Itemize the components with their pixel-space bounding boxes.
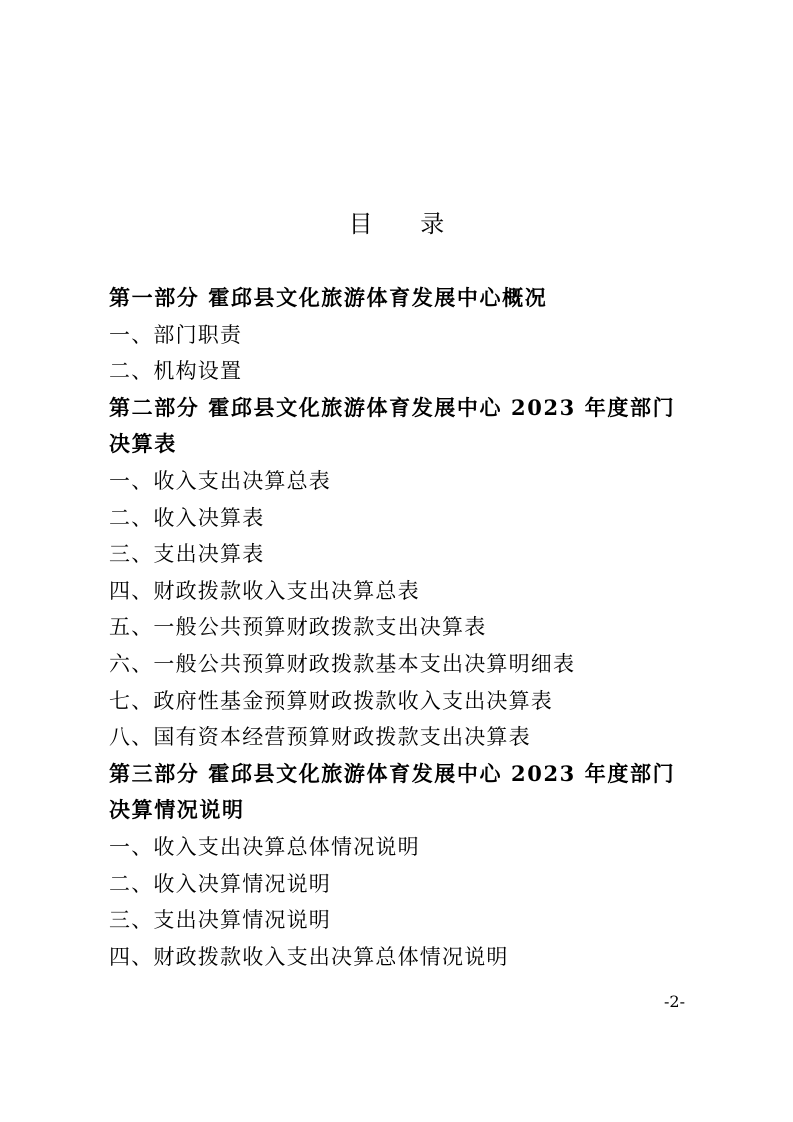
toc-part-heading[interactable]: 第三部分 霍邱县文化旅游体育发展中心 2023 年度部门 bbox=[109, 760, 676, 786]
table-of-contents bbox=[109, 280, 709, 975]
toc-item[interactable]: 六、一般公共预算财政拨款基本支出决算明细表 bbox=[109, 651, 576, 676]
toc-item[interactable]: 八、国有资本经营预算财政拨款支出决算表 bbox=[109, 725, 531, 750]
toc-part-heading[interactable]: 第二部分 霍邱县文化旅游体育发展中心 2023 年度部门 bbox=[109, 394, 676, 420]
toc-item[interactable]: 二、收入决算表 bbox=[109, 505, 265, 530]
toc-item[interactable]: 二、机构设置 bbox=[109, 359, 243, 384]
page-number: -2- bbox=[664, 992, 685, 1011]
toc-item[interactable]: 三、支出决算表 bbox=[109, 542, 265, 567]
toc-item[interactable]: 七、政府性基金预算财政拨款收入支出决算表 bbox=[109, 688, 553, 713]
toc-item[interactable]: 五、一般公共预算财政拨款支出决算表 bbox=[109, 615, 487, 640]
toc-item[interactable]: 四、财政拨款收入支出决算总表 bbox=[109, 578, 420, 603]
toc-part-heading[interactable]: 第一部分 霍邱县文化旅游体育发展中心概况 bbox=[109, 285, 548, 310]
toc-part-heading-continued[interactable]: 决算情况说明 bbox=[109, 797, 245, 823]
toc-item[interactable]: 一、收入支出决算总体情况说明 bbox=[109, 834, 420, 859]
toc-item[interactable]: 一、部门职责 bbox=[109, 322, 243, 347]
toc-part-heading-continued[interactable]: 决算表 bbox=[109, 431, 177, 457]
toc-title: 目 录 bbox=[348, 210, 465, 238]
toc-item[interactable]: 二、收入决算情况说明 bbox=[109, 871, 331, 896]
toc-item[interactable]: 一、收入支出决算总表 bbox=[109, 468, 331, 493]
toc-item[interactable]: 三、支出决算情况说明 bbox=[109, 908, 331, 933]
toc-item[interactable]: 四、财政拨款收入支出决算总体情况说明 bbox=[109, 944, 509, 969]
